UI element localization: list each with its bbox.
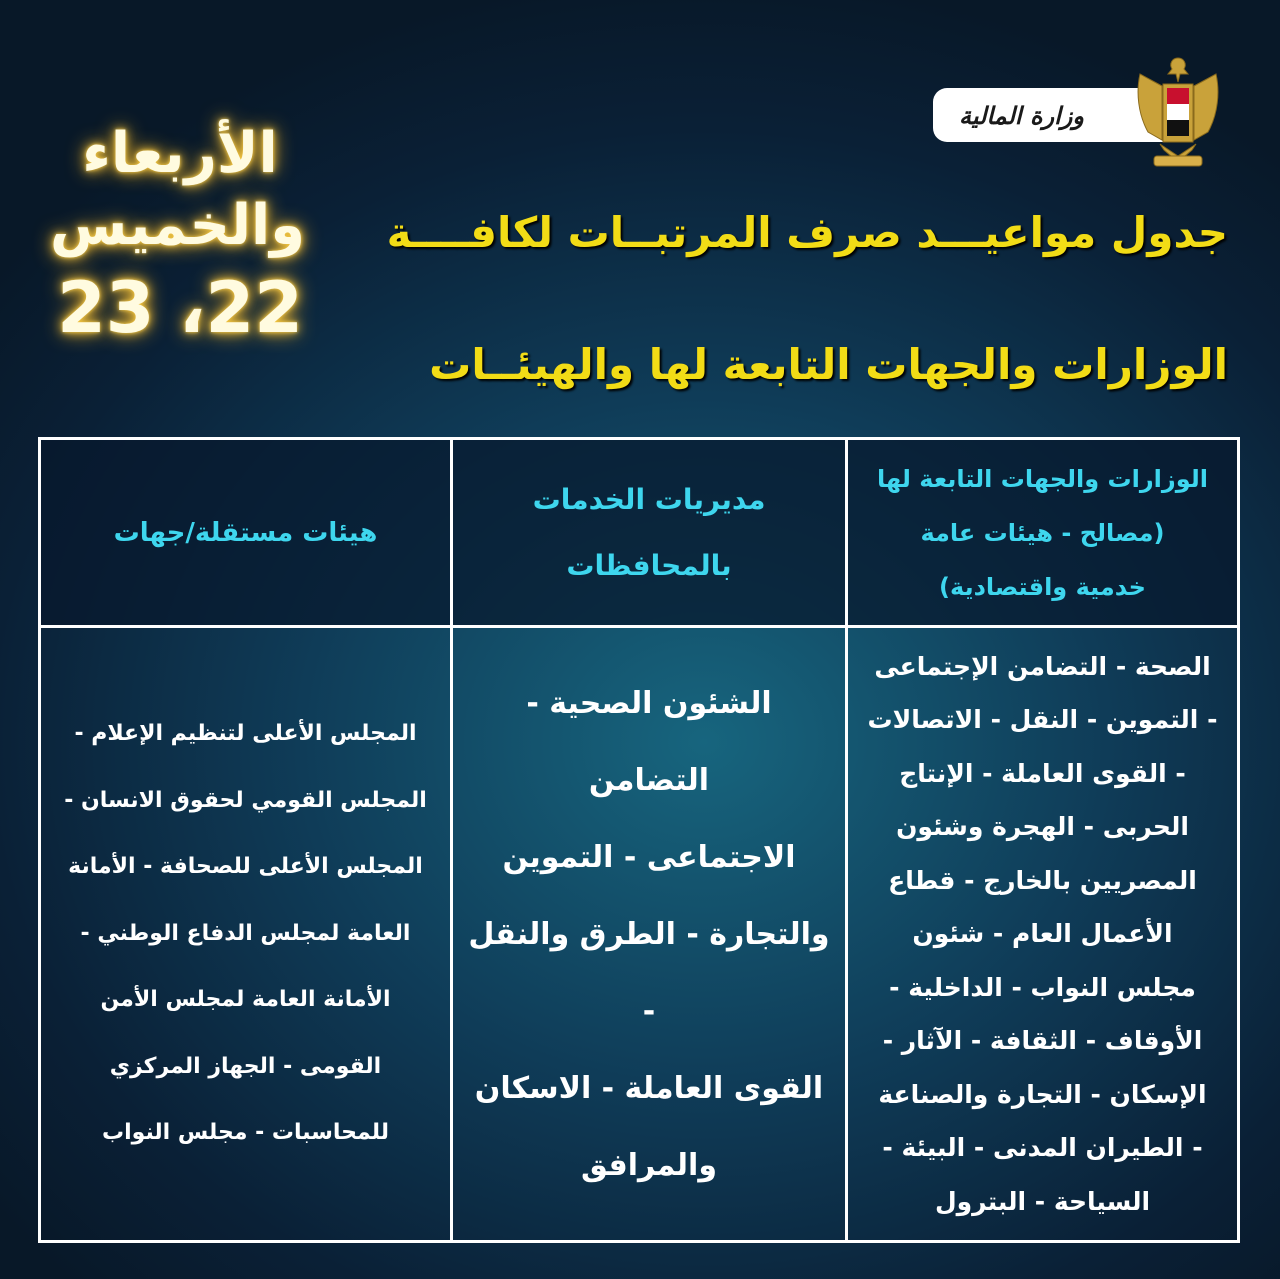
table-header-independent-bodies: هيئات مستقلة/جهات	[41, 440, 450, 628]
table-header-ministries: الوزارات والجهات التابعة لها (مصالح - هيئات عامة خدمية واقتصادية)	[845, 440, 1237, 628]
day-thursday: والخميس	[50, 193, 305, 258]
table-cell-ministries: الصحة - التضامن الإجتماعى - التموين - النقل - الاتصالات - القوى العاملة - الإنتاج الحربى - الهجرة وشئون المصريين بالخارج - قطاع الأعمال العام - شئون مجلس النواب - الداخلية - الأوقاف - الثقافة - الآثار - الإسكان - التجارة والصناعة - الطيران المدنى - البيئة - السياحة - البترول	[845, 628, 1237, 1240]
headline-line-1: جدول مواعيـــد صرف المرتبــات لكافــــة	[386, 208, 1228, 257]
payment-dates: 22، 23	[57, 267, 303, 349]
eagle-emblem-icon	[1132, 52, 1224, 170]
ministry-name: وزارة المالية	[959, 100, 1084, 130]
table-cell-directorates: الشئون الصحية - التضامن الاجتماعى - التموين والتجارة - الطرق والنقل - القوى العاملة - الاسكان والمرافق	[450, 628, 845, 1240]
table-header-directorates: مديريات الخدمات بالمحافظات	[450, 440, 845, 628]
day-wednesday: الأربعاء	[82, 121, 278, 186]
headline-line-2: الوزارات والجهات التابعة لها والهيئــات	[429, 340, 1228, 389]
payment-days	[50, 118, 305, 349]
table-cell-independent-bodies: المجلس الأعلى لتنظيم الإعلام - المجلس القومي لحقوق الانسان - المجلس الأعلى للصحافة - الأمانة العامة لمجلس الدفاع الوطني - الأمانة العامة لمجلس الأمن القومى - الجهاز المركزي للمحاسبات - مجلس النواب	[64, 721, 427, 1146]
salary-schedule-table	[38, 437, 1240, 1243]
